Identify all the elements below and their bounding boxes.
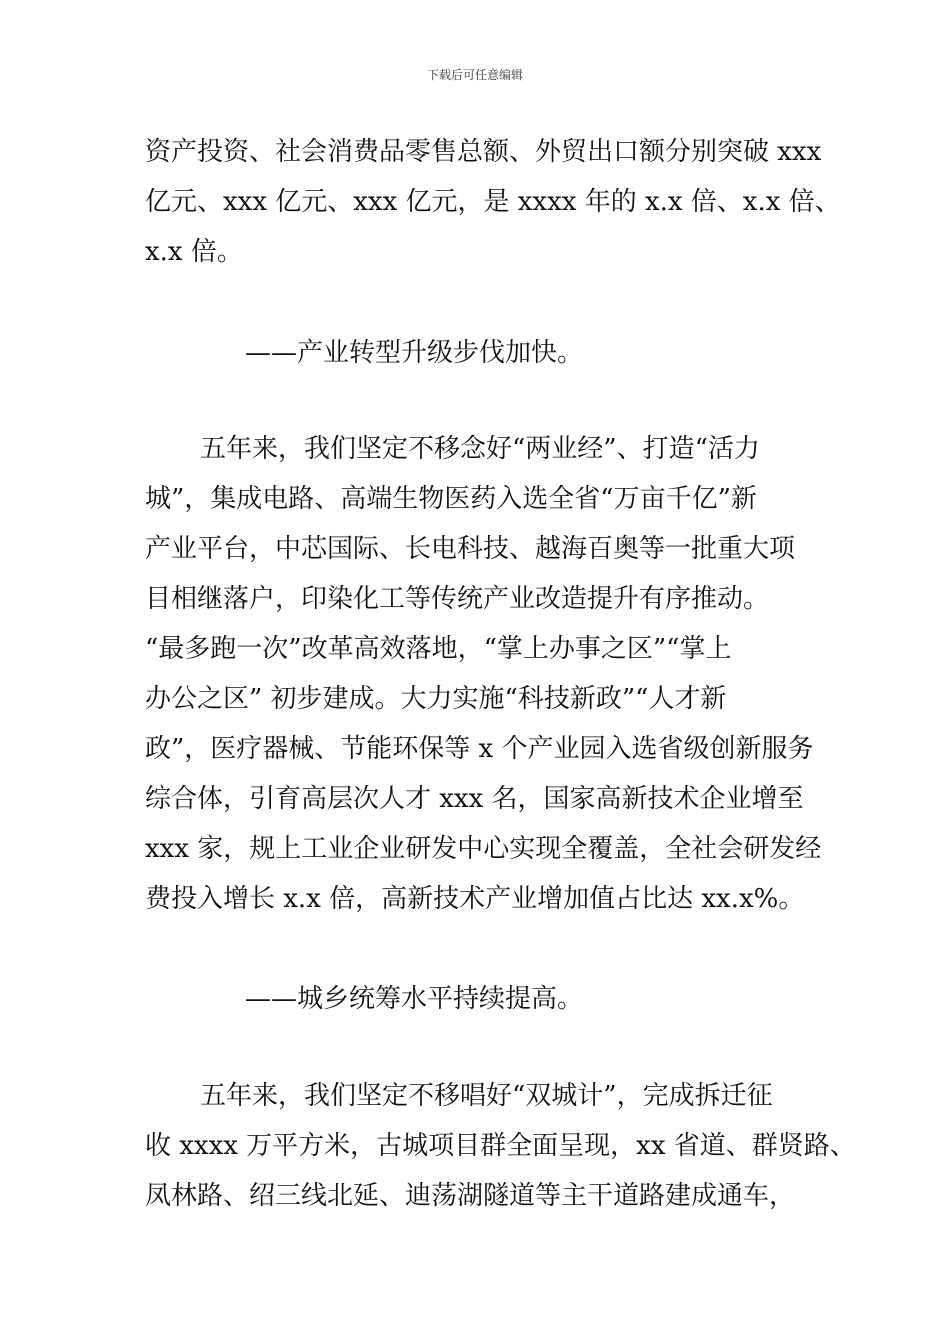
text-line: 政”，医疗器械、节能环保等 x 个产业园入选省级创新服务 (145, 734, 814, 764)
text-line: “最多跑一次”改革高效落地，“掌上办事之区”“掌上 (145, 634, 732, 664)
text-line: 目相继落户，印染化工等传统产业改造提升有序推动。 (145, 584, 770, 614)
page-header: 下载后可任意编辑 (426, 68, 523, 82)
text-line: x.x 倍。 (145, 237, 243, 267)
text-line: 五年来，我们坚定不移唱好“双城计”，完成拆迁征 (200, 1081, 773, 1111)
text-line: 亿元、xxx 亿元、xxx 亿元，是 xxxx 年的 x.x 倍、x.x 倍、 (145, 187, 841, 217)
text-line: xxx 家，规上工业企业研发中心实现全覆盖，全社会研发经 (145, 834, 822, 864)
text-line: 费投入增长 x.x 倍，高新技术产业增加值占比达 xx.x%。 (145, 884, 805, 914)
section-heading: ——产业转型升级步伐加快。 (245, 338, 584, 368)
text-line: 城”，集成电路、高端生物医药入选全省“万亩千亿”新 (145, 484, 757, 514)
text-line: 办公之区” 初步建成。大力实施“科技新政”“人才新 (145, 684, 727, 714)
text-line: 凤林路、绍三线北延、迪荡湖隧道等主干道路建成通车， (145, 1181, 796, 1211)
text-line: 产业平台，中芯国际、长电科技、越海百奥等一批重大项 (145, 534, 796, 564)
text-line: 收 xxxx 万平方米，古城项目群全面呈现，xx 省道、群贤路、 (145, 1131, 856, 1161)
text-line: 五年来，我们坚定不移念好“两业经”、打造“活力 (200, 434, 760, 464)
text-line: 资产投资、社会消费品零售总额、外贸出口额分别突破 xxx (145, 137, 822, 167)
section-heading: ——城乡统筹水平持续提高。 (245, 984, 584, 1014)
text-line: 综合体，引育高层次人才 xxx 名，国家高新技术企业增至 (145, 784, 804, 814)
